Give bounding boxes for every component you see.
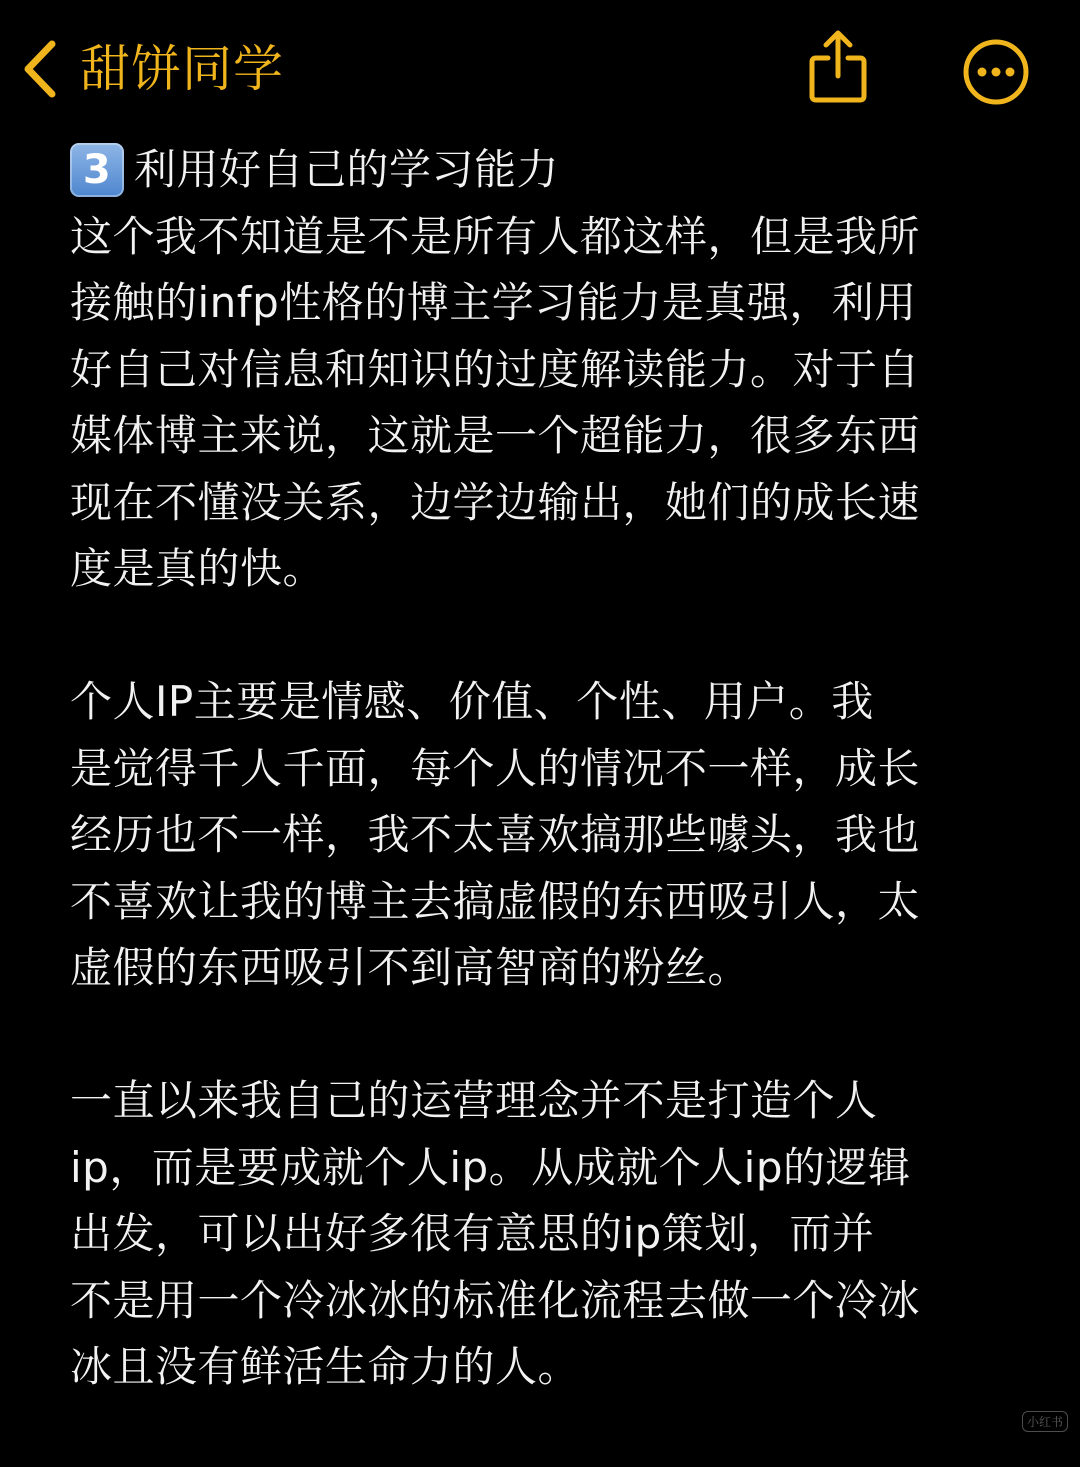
note-section-3 <box>70 137 1015 603</box>
keycap-three-icon: 3 <box>70 143 124 197</box>
navigation-bar <box>0 0 1080 140</box>
text-line: ip，而是要成就个人ip。从成就个人ip的逻辑 <box>70 1142 911 1192</box>
share-icon <box>806 89 870 108</box>
chevron-left-icon <box>22 40 58 98</box>
more-icon <box>962 91 1030 110</box>
text-line: 不喜欢让我的博主去搞虚假的东西吸引人，太 <box>70 876 921 926</box>
section-heading <box>70 137 1015 204</box>
text-line: 不是用一个冷冰冰的标准化流程去做一个冷冰 <box>70 1275 921 1325</box>
text-line: 媒体博主来说，这就是一个超能力，很多东西 <box>70 411 921 460</box>
text-line: 出发，可以出好多很有意思的ip策划，而并 <box>70 1209 875 1258</box>
note-body[interactable] <box>70 137 1015 1467</box>
watermark-logo: 小红书 <box>1022 1411 1068 1432</box>
text-line: 一直以来我自己的运营理念并不是打造个人 <box>70 1076 878 1125</box>
back-label: 甜饼同学 <box>80 40 284 98</box>
text-line: 经历也不一样，我不太喜欢搞那些噱头，我也 <box>70 810 921 859</box>
paragraph-personal-ip <box>70 669 1015 1002</box>
text-line: 度是真的快。 <box>70 544 326 593</box>
share-button[interactable] <box>806 28 870 104</box>
text-line: 接触的infp性格的博主学习能力是真强，利用 <box>70 278 917 327</box>
section-heading-text: 利用好自己的学习能力 <box>134 145 560 194</box>
text-line: 现在不懂没关系，边学边输出，她们的成长速 <box>70 477 921 527</box>
more-options-button[interactable] <box>962 38 1030 106</box>
text-line: 虚假的东西吸引不到高智商的粉丝。 <box>70 943 751 992</box>
text-line: 好自己对信息和知识的过度解读能力。对于自 <box>70 344 921 394</box>
text-line: 这个我不知道是不是所有人都这样，但是我所 <box>70 211 921 261</box>
text-line: 是觉得千人千面，每个人的情况不一样，成长 <box>70 743 921 793</box>
text-line: 个人IP主要是情感、价值、个性、用户。我 <box>70 677 874 726</box>
back-button[interactable] <box>22 34 284 104</box>
paragraph-operating-philosophy <box>70 1068 1015 1401</box>
text-line: 冰且没有鲜活生命力的人。 <box>70 1342 581 1391</box>
